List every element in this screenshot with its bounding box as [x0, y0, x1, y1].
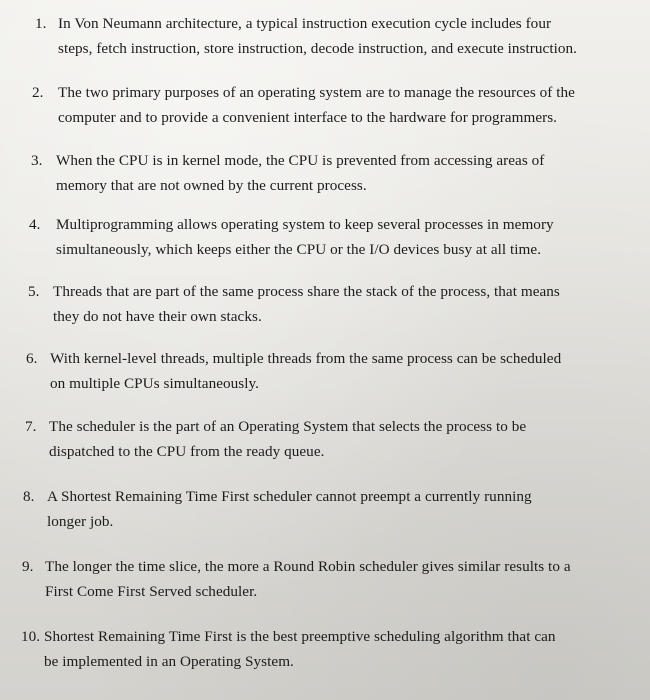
question-number: 5.	[28, 283, 40, 300]
question-text	[58, 11, 625, 61]
question-line: A Shortest Remaining Time First scheduler cannot preempt a currently running	[47, 488, 532, 505]
question-line: Shortest Remaining Time First is the best preemptive scheduling algorithm that can	[44, 628, 556, 645]
question-text	[44, 624, 641, 674]
question-text	[47, 484, 628, 534]
question-number: 8.	[23, 488, 35, 505]
question-line: The longer the time slice, the more a Round Robin scheduler gives similar results to a	[45, 558, 571, 575]
question-item-7	[25, 414, 630, 464]
question-number: 1.	[35, 15, 47, 32]
question-item-6	[26, 346, 626, 396]
question-item-8	[23, 484, 628, 534]
question-item-5	[28, 279, 628, 329]
question-line: longer job.	[47, 513, 114, 530]
question-item-9	[22, 554, 642, 604]
question-item-2	[32, 80, 627, 130]
question-number: 6.	[26, 350, 38, 367]
question-line: dispatched to the CPU from the ready queue.	[49, 443, 325, 460]
question-text	[50, 346, 626, 396]
question-number: 4.	[29, 216, 41, 233]
question-line: When the CPU is in kernel mode, the CPU is prevented from accessing areas of	[56, 152, 545, 169]
question-number: 7.	[25, 418, 37, 435]
question-line: computer and to provide a convenient interface to the hardware for programmers.	[58, 109, 558, 126]
question-line: memory that are not owned by the current process.	[56, 177, 367, 194]
question-line: Multiprogramming allows operating system to keep several processes in memory	[56, 216, 554, 233]
question-text	[58, 80, 627, 130]
question-number: 3.	[31, 152, 43, 169]
question-line: In Von Neumann architecture, a typical instruction execution cycle includes four	[58, 15, 552, 32]
question-line: Threads that are part of the same process share the stack of the process, that means	[53, 283, 560, 300]
question-line: The two primary purposes of an operating system are to manage the resources of the	[58, 84, 575, 101]
question-number: 9.	[22, 558, 34, 575]
question-line: steps, fetch instruction, store instruction, decode instruction, and execute instruction.	[58, 40, 578, 57]
question-text	[56, 148, 626, 198]
question-item-10	[21, 624, 641, 674]
question-text	[49, 414, 630, 464]
question-item-4	[29, 212, 629, 262]
question-line: simultaneously, which keeps either the CPU or the I/O devices busy at all time.	[56, 241, 542, 258]
question-text	[45, 554, 642, 604]
question-number: 2.	[32, 84, 44, 101]
question-line: they do not have their own stacks.	[53, 308, 262, 325]
question-item-1	[35, 11, 625, 61]
question-item-3	[31, 148, 626, 198]
question-line: The scheduler is the part of an Operating System that selects the process to be	[49, 418, 527, 435]
question-line: be implemented in an Operating System.	[44, 653, 294, 670]
question-number: 10.	[21, 628, 41, 645]
question-line: With kernel-level threads, multiple threads from the same process can be scheduled	[50, 350, 562, 367]
question-line: First Come First Served scheduler.	[45, 583, 258, 600]
question-text	[53, 279, 628, 329]
question-line: on multiple CPUs simultaneously.	[50, 375, 260, 392]
question-text	[56, 212, 629, 262]
